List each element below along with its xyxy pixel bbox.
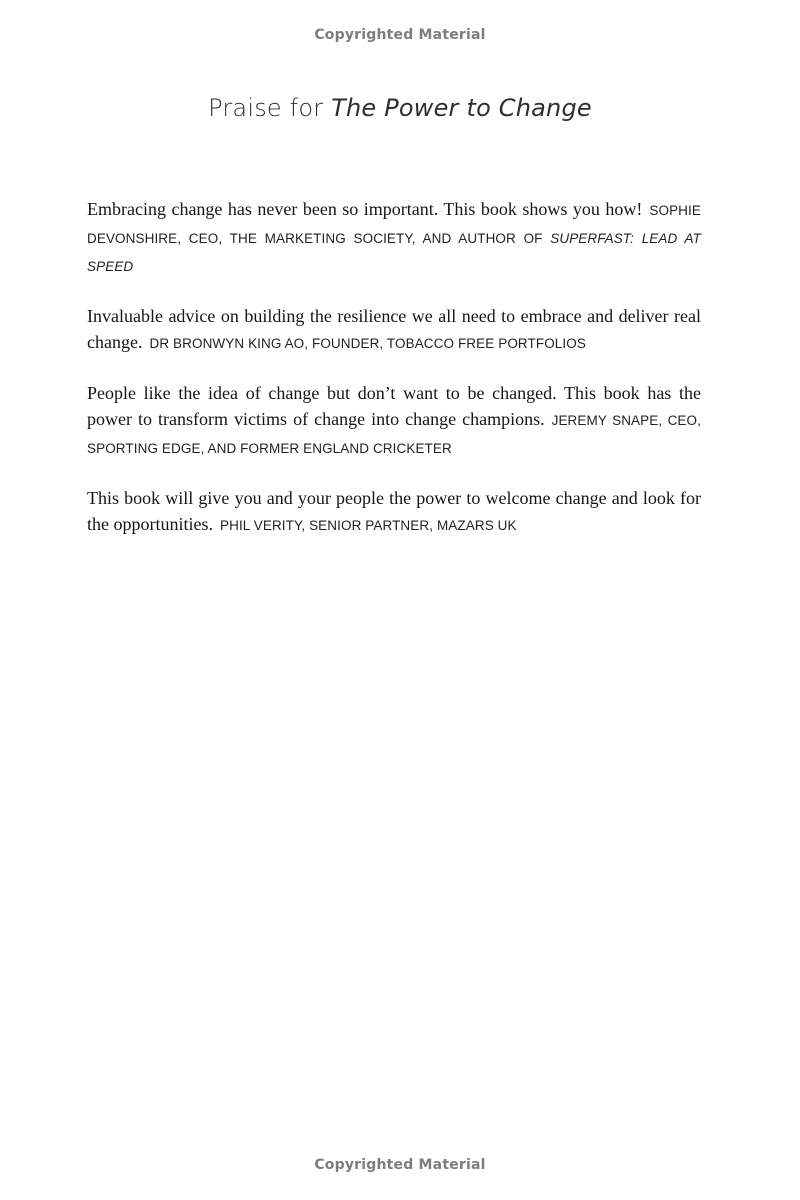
quote-attribution-text: SOPHIE DEVONSHIRE, CEO, THE MARKETING SOCIETY, AND AUTHOR OF — [87, 203, 701, 246]
page-title-regular: Praise for — [208, 94, 332, 122]
quote-attribution-book: SUPERFAST: LEAD AT SPEED — [87, 231, 701, 274]
quote-attribution-text: PHIL VERITY, SENIOR PARTNER, MAZARS UK — [219, 518, 517, 533]
page-title — [0, 94, 800, 122]
quote-attribution — [220, 518, 517, 533]
quote-attribution-text: JEREMY SNAPE, CEO, SPORTING EDGE, AND FORMER ENGLAND CRICKETER — [87, 413, 701, 456]
praise-quote — [87, 196, 701, 280]
praise-quote — [87, 380, 701, 462]
page-title-book-name: The Power to Change — [331, 94, 592, 122]
quote-text: People like the idea of change but don’t want to be changed. This book has the power to transform victims of change into change champions. — [87, 383, 701, 429]
praise-quote — [87, 303, 701, 357]
quote-attribution-text: DR BRONWYN KING AO, FOUNDER, TOBACCO FREE PORTFOLIOS — [149, 336, 586, 351]
copyright-header: Copyrighted Material — [314, 27, 486, 43]
praise-quotes-list — [87, 196, 701, 562]
quote-text: Embracing change has never been so important. This book shows you how! — [87, 199, 643, 219]
copyright-footer: Copyrighted Material — [314, 1157, 486, 1173]
quote-attribution — [149, 336, 586, 351]
quote-text: Invaluable advice on building the resilience we all need to embrace and deliver real change. — [87, 306, 701, 352]
praise-quote — [87, 485, 701, 539]
quote-text: This book will give you and your people the power to welcome change and look for the opportunities. — [87, 488, 701, 534]
